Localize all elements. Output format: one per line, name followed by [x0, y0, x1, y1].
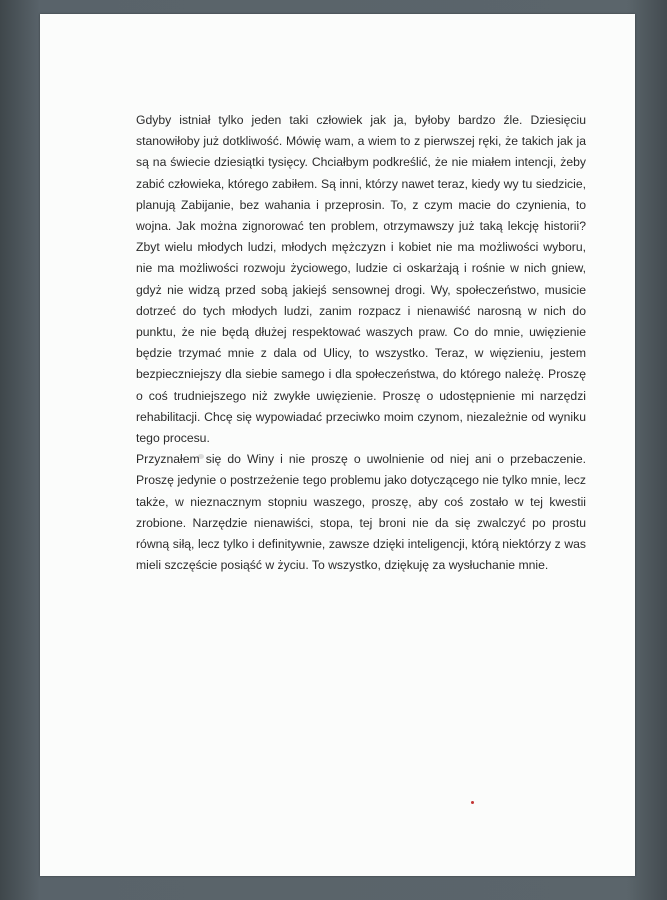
paragraph-1: Gdyby istniał tylko jeden taki człowiek jak ja, byłoby bardzo źle. Dziesięciu stanowiłoby już dotkliwość. Mówię wam, a wiem to z pierwszej ręki, że takich jak ja są na świecie dziesiątki tysięcy. Chciałbym podkreślić, że nie miałem intencji, żeby zabić człowieka, którego zabiłem. Są inni, którzy nawet teraz, kiedy wy tu siedzicie, planują Zabijanie, bez wahania i przeprosin. To, z czym macie do czynienia, to wojna. Jak można zignorować ten problem, otrzymawszy już taką lekcję historii? Zbyt wielu młodych ludzi, młodych mężczyzn i kobiet nie ma możliwości wyboru, nie ma możliwości rozwoju życiowego, ludzie ci oskarżają i rośnie w nich gniew, gdyż nie widzą przed sobą jakiejś sensownej drogi. Wy, społeczeństwo, musicie dotrzeć do tych młodych ludzi, zanim rozpacz i nienawiść narosną w nich do punktu, że nie będą dłużej respektować waszych praw. Co do mnie, uwięzienie będzie trzymać mnie z dala od Ulicy, to wszystko. Teraz, w więzieniu, jestem bezpieczniejszy dla siebie samego i dla społeczeństwa, do którego należę. Proszę o coś trudniejszego niż zwykłe uwięzienie. Proszę o udostępnienie mi narzędzi rehabilitacji. Chcę się wypowiadać przeciwko moim czynom, niezależnie od wyniku tego procesu.	[136, 113, 586, 446]
letter-body	[136, 110, 586, 576]
paragraph-2: Przyznałem się do Winy i nie proszę o uwolnienie od niej ani o przebaczenie. Proszę jedynie o postrzeżenie tego problemu jako dotyczącego nie tylko mnie, lecz także, w nieznacznym stopniu waszego, proszę, aby coś zostało w tej kwestii zrobione. Narzędzie nienawiści, stopa, tej broni nie da się zwalczyć po prostu równą siłą, lecz tylko i definitywnie, zawsze dzięki inteligencji, którą niektórzy z was mieli szczęście posiąść w życiu. To wszystko, dziękuję za wysłuchanie mnie.	[136, 452, 586, 573]
red-ink-speck	[471, 801, 474, 804]
